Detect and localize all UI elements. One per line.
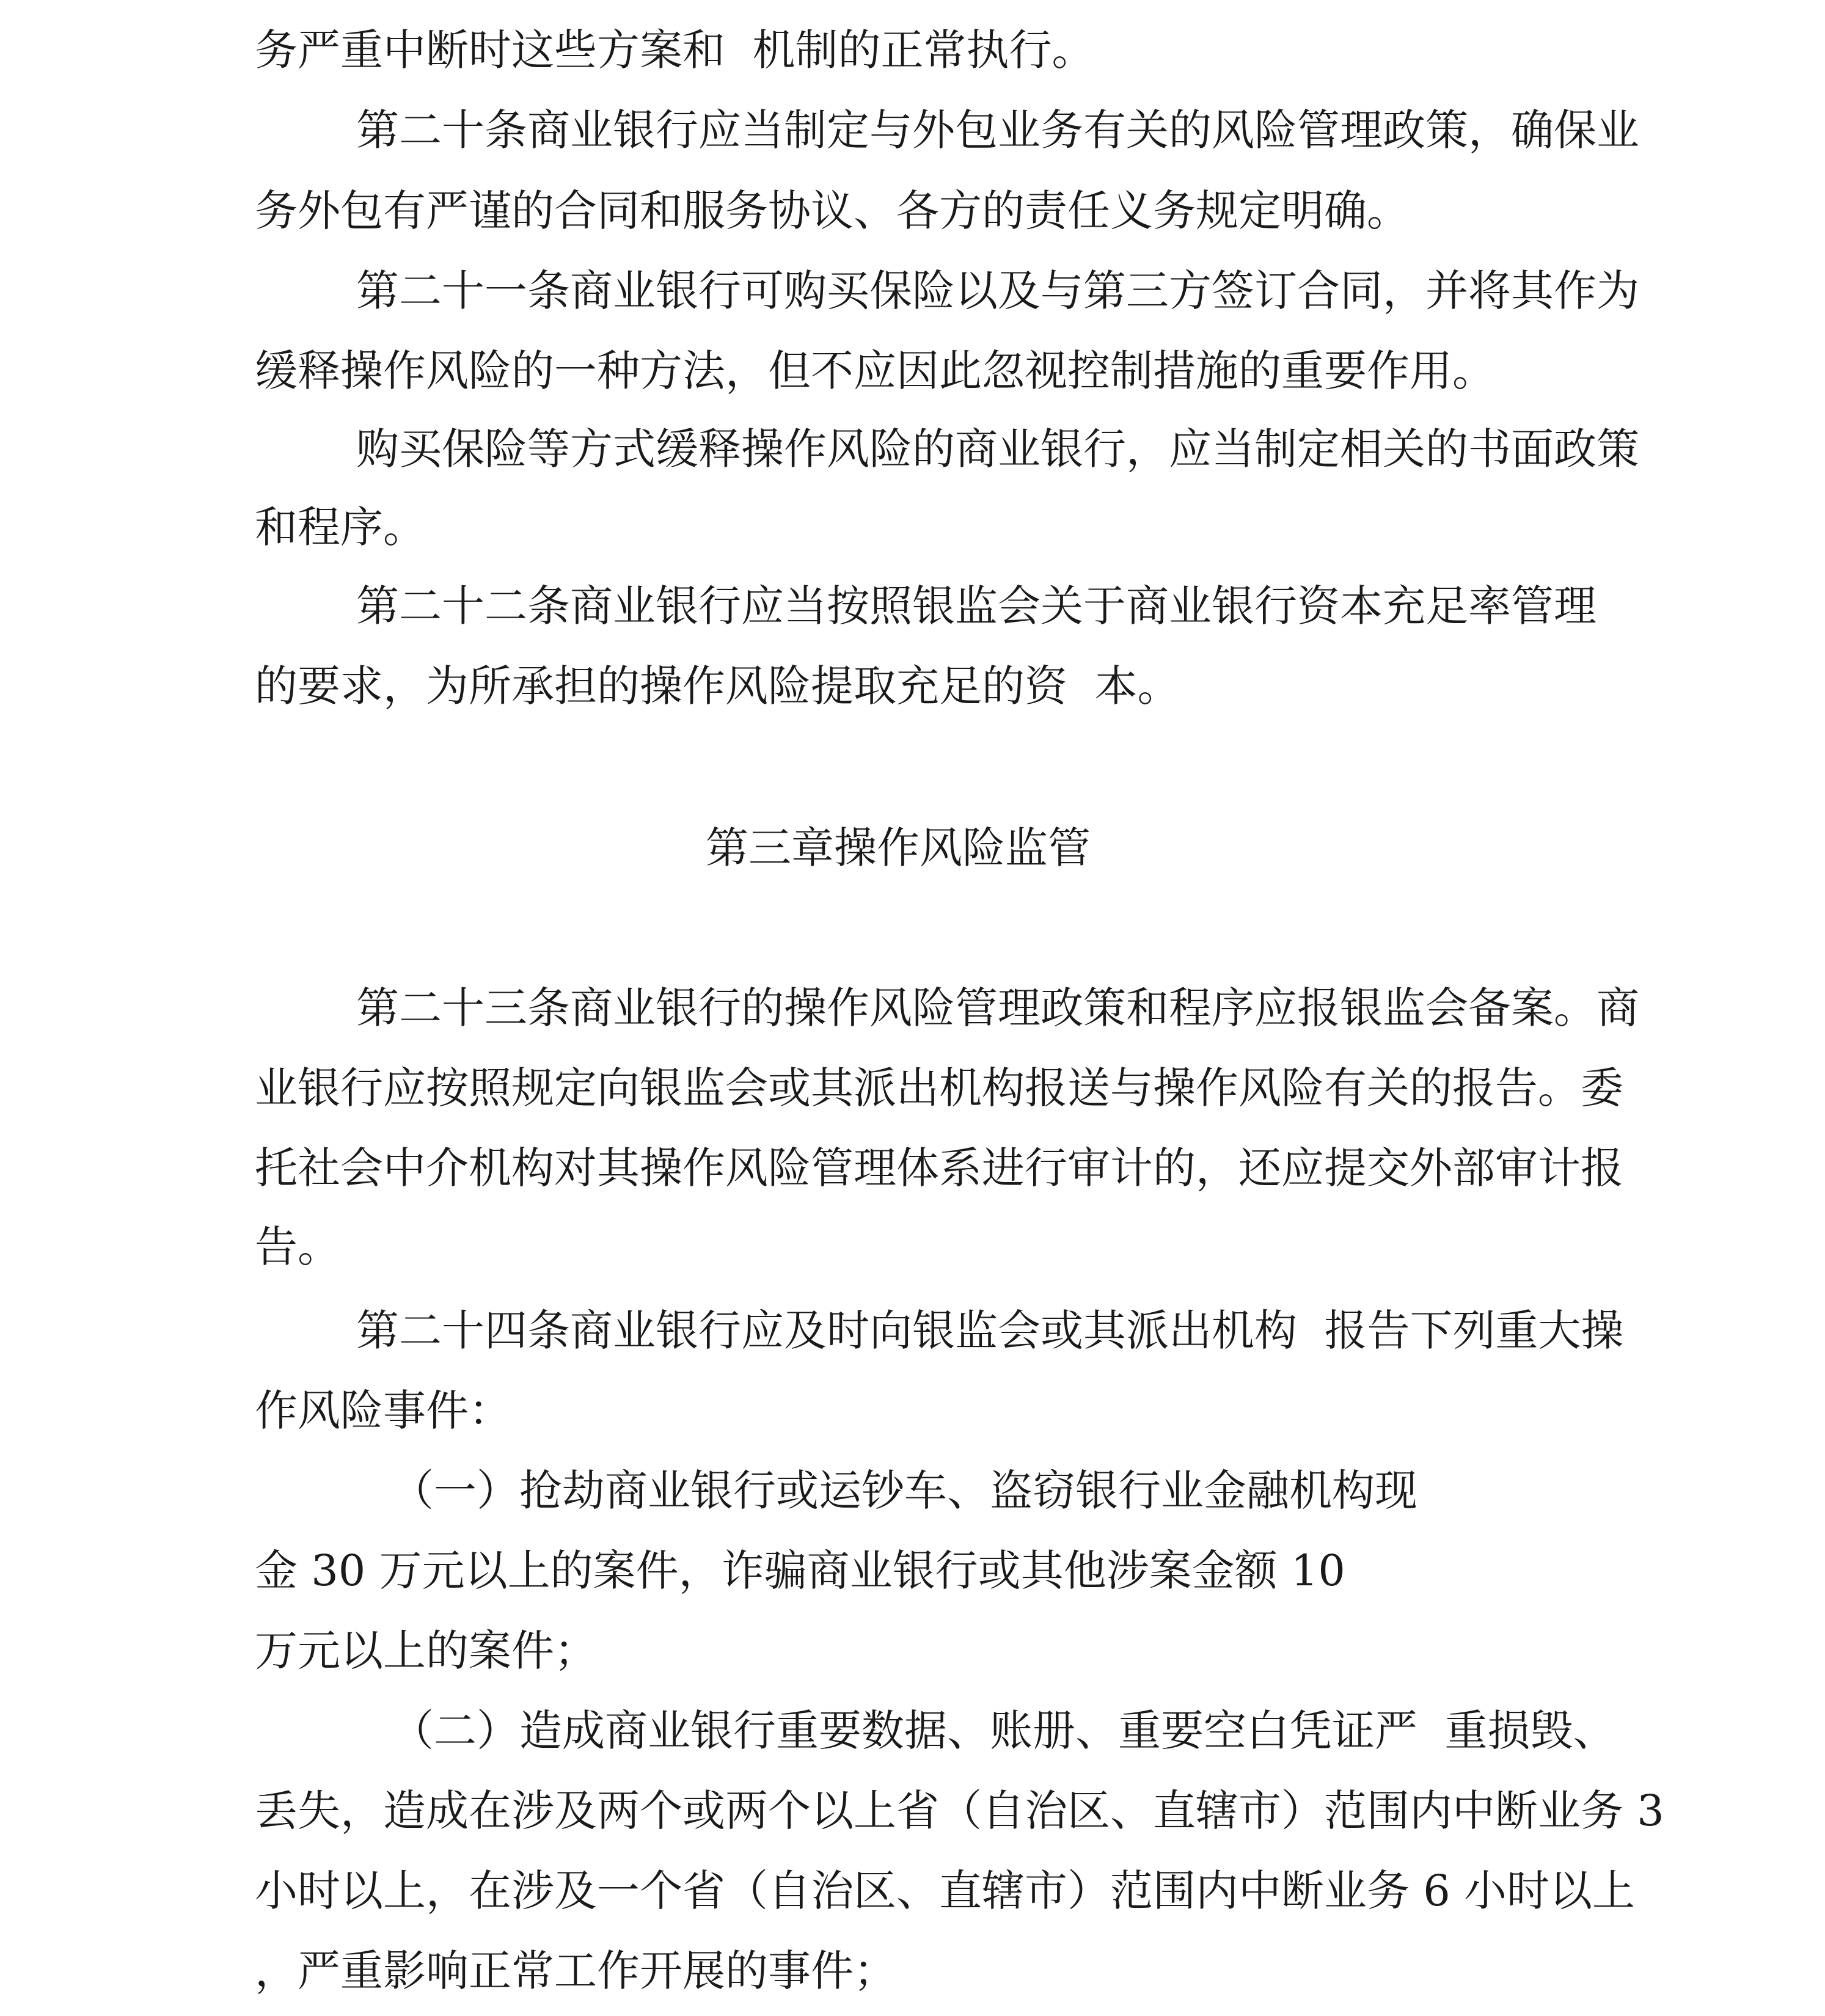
- item-2-line-4: ，严重影响正常工作开展的事件；: [255, 1946, 896, 1996]
- article-23-line-2: 业银行应按照规定向银监会或其派出机构报送与操作风险有关的报告。委: [255, 1063, 1623, 1113]
- article-23-line-1: 第二十三条商业银行的操作风险管理政策和程序应报银监会备案。商: [356, 983, 1639, 1033]
- paragraph-line: 务严重中断时这些方案和 机制的正常执行。: [255, 25, 1095, 75]
- article-24-line-2: 作风险事件：: [255, 1386, 511, 1436]
- item-1-line-1: （一）抢劫商业银行或运钞车、盗窃银行业金融机构现: [391, 1466, 1417, 1516]
- article-23-line-3: 托社会中介机构对其操作风险管理体系进行审计的，还应提交外部审计报: [255, 1143, 1623, 1193]
- item-1-line-2: 金 30 万元以上的案件，诈骗商业银行或其他涉案金额 10: [255, 1546, 1345, 1596]
- article-20-line-1: 第二十条商业银行应当制定与外包业务有关的风险管理政策，确保业: [356, 105, 1639, 155]
- chapter-heading: 第三章操作风险监管: [706, 823, 1091, 873]
- item-2-line-3: 小时以上，在涉及一个省（自治区、直辖市）范围内中断业务 6 小时以上: [255, 1866, 1636, 1916]
- item-2-line-2: 丢失，造成在涉及两个或两个以上省（自治区、直辖市）范围内中断业务 3: [255, 1786, 1664, 1836]
- article-23-line-4: 告。: [255, 1222, 340, 1272]
- insurance-paragraph-line-1: 购买保险等方式缓释操作风险的商业银行，应当制定相关的书面政策: [356, 424, 1639, 474]
- item-2-line-1: （二）造成商业银行重要数据、账册、重要空白凭证严 重损毁、: [391, 1706, 1616, 1756]
- article-22-line-1: 第二十二条商业银行应当按照银监会关于商业银行资本充足率管理: [356, 581, 1596, 631]
- article-21-line-2: 缓释操作风险的一种方法，但不应因此忽视控制措施的重要作用。: [255, 346, 1495, 396]
- item-1-line-3: 万元以上的案件；: [255, 1626, 597, 1676]
- article-21-line-1: 第二十一条商业银行可购买保险以及与第三方签订合同，并将其作为: [356, 266, 1639, 316]
- article-22-line-2: 的要求，为所承担的操作风险提取充足的资 本。: [255, 661, 1180, 711]
- insurance-paragraph-line-2: 和程序。: [255, 502, 426, 552]
- article-20-line-2: 务外包有严谨的合同和服务协议、各方的责任义务规定明确。: [255, 186, 1410, 236]
- article-24-line-1: 第二十四条商业银行应及时向银监会或其派出机构 报告下列重大操: [356, 1306, 1624, 1356]
